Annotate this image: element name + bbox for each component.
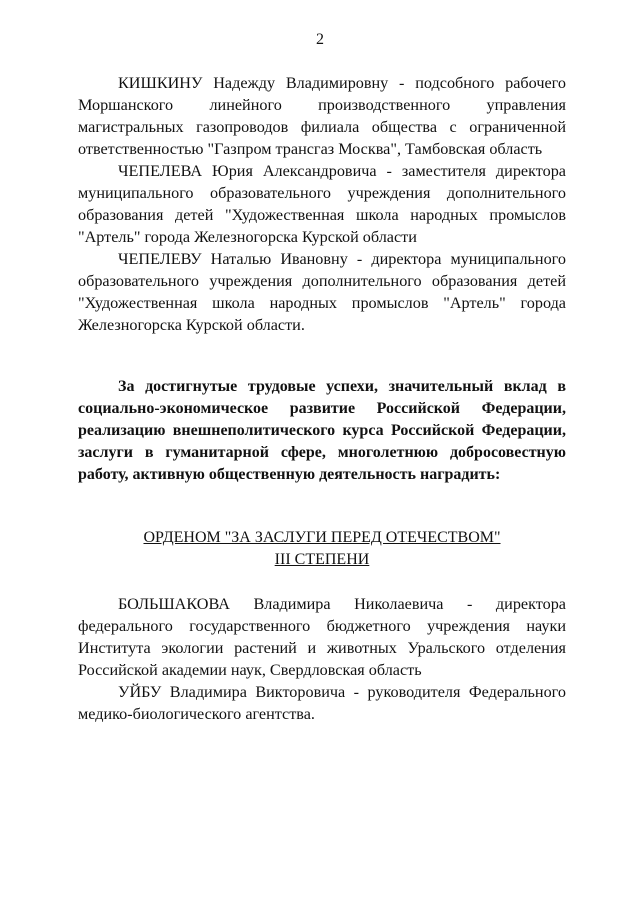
awardee-list-top [78, 72, 566, 336]
awardee-paragraph: ЧЕПЕЛЕВУ Наталью Ивановну - директора муниципального образовательного учреждения дополнительного образования детей "Художественная школа народных промыслов "Артель" города Железногорска Курской области. [78, 250, 566, 334]
decree-text: За достигнутые трудовые успехи, значительный вклад в социально-экономическое развитие Российской Федерации, реализацию внешнеполитического курса Российской Федерации, заслуги в гуманитарной сфере, многолетнюю добросовестную работу, активную общественную деятельность наградить: [78, 378, 566, 483]
page-number: 2 [316, 31, 324, 48]
decree-block [78, 376, 566, 486]
order-heading [78, 527, 566, 571]
awardee-paragraph: ЧЕПЕЛЕВА Юрия Александровича - заместителя директора муниципального образовательного учреждения дополнительного образования детей "Художественная школа народных промыслов "Артель" города Железногорска Курской области [78, 162, 566, 246]
awardee-paragraph: КИШКИНУ Надежду Владимировну - подсобного рабочего Моршанского линейного производственного управления магистральных газопроводов филиала общества с ограниченной ответственностью "Газпром трансгаз Москва", Тамбовская область [78, 74, 566, 158]
awardee-list-bottom [78, 593, 566, 725]
awardee-paragraph: УЙБУ Владимира Викторовича - руководителя Федерального медико-биологического агентства. [78, 683, 566, 723]
order-heading-line1: ОРДЕНОМ "ЗА ЗАСЛУГИ ПЕРЕД ОТЕЧЕСТВОМ" [143, 529, 501, 546]
awardee-paragraph: БОЛЬШАКОВА Владимира Николаевича - директора федерального государственного бюджетного учреждения науки Института экологии растений и животных Уральского отделения Российской академии наук, Свердловская область [78, 595, 566, 679]
order-heading-line2: III СТЕПЕНИ [274, 551, 370, 568]
